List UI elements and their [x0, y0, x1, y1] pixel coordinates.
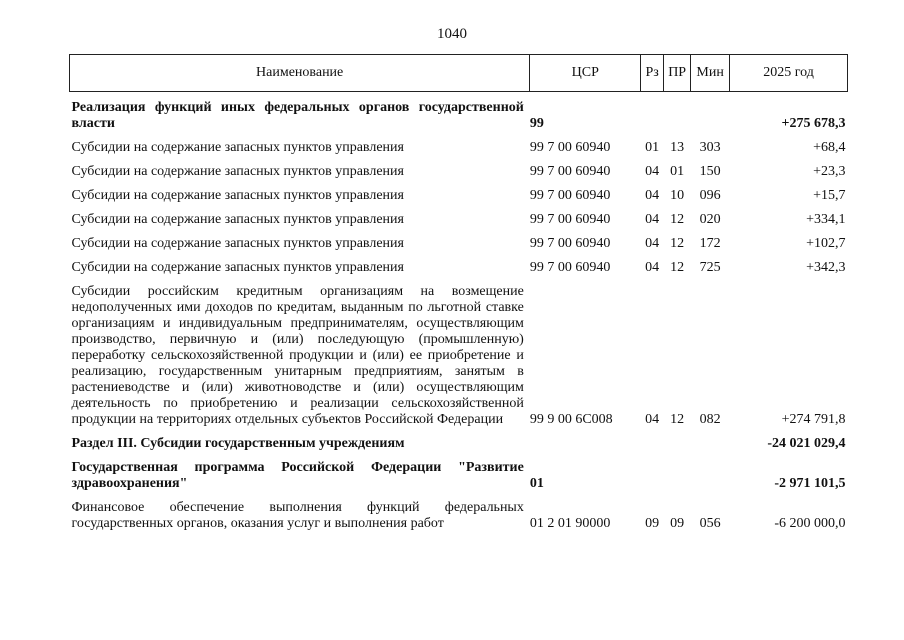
row-csr: 99 7 00 60940 — [529, 236, 611, 251]
table-row — [70, 156, 848, 180]
row-name: Раздел III. Субсидии государственным учреждениям — [71, 436, 405, 451]
row-name: Государственная программа Российской Федерации "Развитие здравоохранения" — [71, 460, 524, 491]
row-rz — [641, 428, 664, 452]
row-rz: 04 — [645, 188, 660, 203]
table-row — [70, 452, 848, 492]
row-value: -24 021 029,4 — [767, 436, 846, 451]
row-csr: 01 2 01 90000 — [529, 516, 611, 531]
budget-table — [69, 54, 848, 532]
row-csr: 99 — [529, 116, 544, 131]
row-name: Финансовое обеспечение выполнения функций федеральных государственных органов, оказания услуг и выполнения работ — [71, 500, 524, 531]
row-csr: 99 7 00 60940 — [529, 260, 611, 275]
row-min: 082 — [699, 412, 721, 427]
row-csr: 99 7 00 60940 — [529, 140, 611, 155]
row-name: Субсидии на содержание запасных пунктов управления — [71, 164, 404, 179]
row-name: Субсидии на содержание запасных пунктов управления — [71, 188, 404, 203]
row-rz: 09 — [645, 516, 660, 531]
row-pr: 01 — [670, 164, 685, 179]
table-row — [70, 132, 848, 156]
row-min: 303 — [699, 140, 721, 155]
table-row — [70, 252, 848, 276]
table-header — [70, 55, 848, 92]
row-value: -6 200 000,0 — [774, 516, 846, 531]
row-value: +23,3 — [813, 164, 846, 179]
row-rz — [641, 452, 664, 492]
row-value: +68,4 — [813, 140, 846, 155]
row-pr — [664, 428, 691, 452]
row-rz: 01 — [645, 140, 660, 155]
header-year: 2025 год — [730, 55, 848, 92]
row-pr: 12 — [670, 236, 685, 251]
row-min — [691, 452, 730, 492]
row-rz: 04 — [645, 164, 660, 179]
row-csr: 99 7 00 60940 — [529, 188, 611, 203]
row-value: +342,3 — [806, 260, 846, 275]
table-row — [70, 92, 848, 133]
row-pr — [664, 452, 691, 492]
row-pr: 12 — [670, 412, 685, 427]
table-row — [70, 428, 848, 452]
page-number: 1040 — [437, 26, 467, 42]
row-value: +15,7 — [813, 188, 846, 203]
row-min: 172 — [699, 236, 721, 251]
row-value: -2 971 101,5 — [774, 476, 846, 491]
row-rz — [641, 92, 664, 133]
header-pr: ПР — [664, 55, 691, 92]
row-rz: 04 — [645, 212, 660, 227]
row-min: 096 — [699, 188, 721, 203]
row-name: Субсидии на содержание запасных пунктов управления — [71, 140, 404, 155]
row-pr: 12 — [670, 212, 685, 227]
row-name: Субсидии на содержание запасных пунктов управления — [71, 236, 404, 251]
row-csr: 99 7 00 60940 — [529, 212, 611, 227]
row-value: +102,7 — [806, 236, 846, 251]
table-row — [70, 228, 848, 252]
row-min: 150 — [699, 164, 721, 179]
row-value: +274 791,8 — [781, 412, 846, 427]
header-min: Мин — [691, 55, 730, 92]
row-name: Субсидии российским кредитным организациям на возмещение недополученных ими доходов по кредитам, выданным по льготной ставке организациям и индивидуальным предпринимателям, осуществляющим производство, первичную и (или) последующую (промышленную) переработку сельскохозяйственной продукции и (или) ее приобретение и реализацию, государственным унитарным предприятиям, занятым в растениеводстве и (или) животноводстве и (или) осуществляющим деятельность по приобретению и реализации сельскохозяйственной продукции на территориях отдельных субъектов Российской Федерации — [71, 284, 524, 427]
row-pr: 12 — [670, 260, 685, 275]
row-pr: 09 — [670, 516, 685, 531]
table-row — [70, 204, 848, 228]
row-rz: 04 — [645, 236, 660, 251]
row-name: Реализация функций иных федеральных органов государственной власти — [71, 100, 524, 131]
table-row — [70, 276, 848, 428]
header-name: Наименование — [70, 55, 530, 92]
row-pr — [664, 92, 691, 133]
row-csr: 99 7 00 60940 — [529, 164, 611, 179]
row-min: 725 — [699, 260, 721, 275]
table-row — [70, 180, 848, 204]
row-csr: 99 9 00 6С008 — [529, 412, 613, 427]
table-row — [70, 492, 848, 532]
row-min: 056 — [699, 516, 721, 531]
row-csr: 01 — [529, 476, 544, 491]
header-rz: Рз — [641, 55, 664, 92]
row-csr — [530, 428, 641, 452]
row-value: +275 678,3 — [781, 116, 846, 131]
row-pr: 13 — [670, 140, 685, 155]
row-pr: 10 — [670, 188, 685, 203]
row-name: Субсидии на содержание запасных пунктов управления — [71, 260, 404, 275]
row-min: 020 — [699, 212, 721, 227]
row-min — [691, 428, 730, 452]
row-value: +334,1 — [806, 212, 846, 227]
row-min — [691, 92, 730, 133]
header-csr: ЦСР — [530, 55, 641, 92]
row-rz: 04 — [645, 412, 660, 427]
row-rz: 04 — [645, 260, 660, 275]
row-name: Субсидии на содержание запасных пунктов управления — [71, 212, 404, 227]
